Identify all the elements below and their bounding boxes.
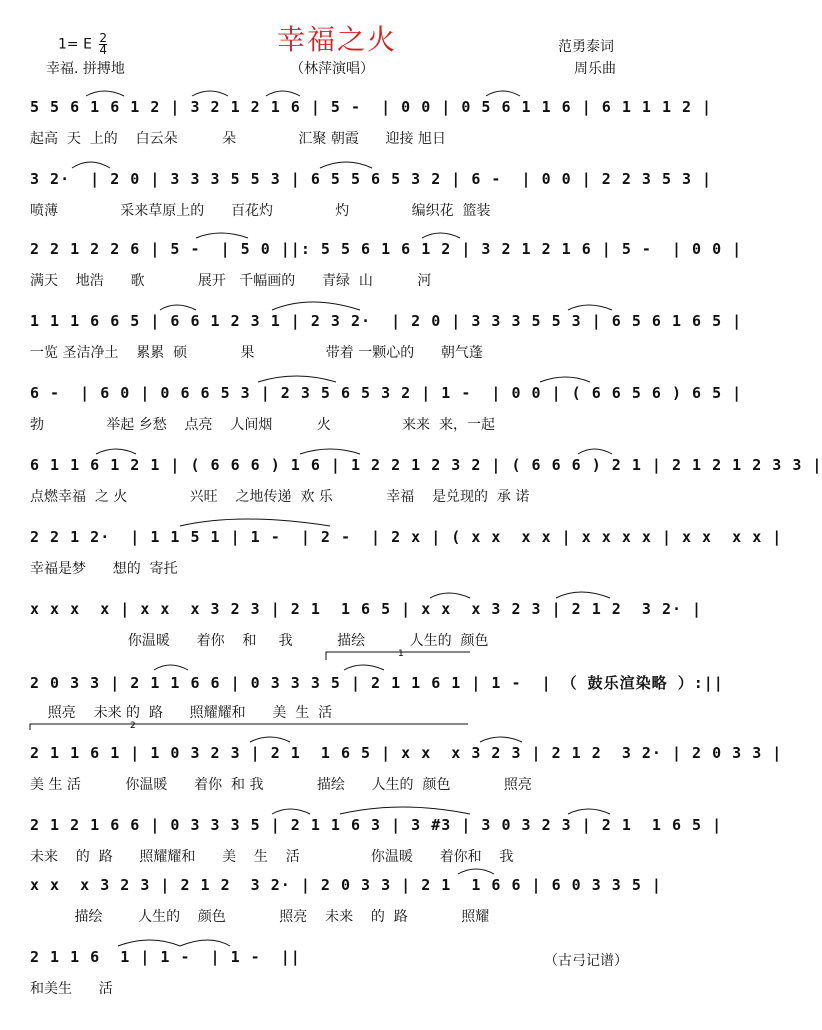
- song-title: 幸福之火: [276, 23, 397, 56]
- score-row-10-lyrics: 美 生 活 你温暖 着你 和 我 描绘 人生的 颜色 照亮: [30, 777, 532, 793]
- score-row-5-lyrics: 勃 举起 乡愁 点亮 人间烟 火 来来 来，一起: [30, 417, 495, 433]
- score-row-13-lyrics: 和美生 活: [30, 981, 113, 997]
- score-row-12-notes: x x x 3 2 3 | 2 1 2 3 2· | 2 0 3 3 | 2 1 1 6 6 | 6 0 3 3 5 |: [30, 876, 662, 894]
- svg-text:2: 2: [130, 721, 136, 731]
- time-sig-top: 2: [99, 31, 108, 45]
- svg-text:1: 1: [398, 649, 404, 659]
- score-row-4-notes: 1 1 1 6 6 5 | 6 6 1 2 3 1 | 2 3 2· | 2 0 | 3 3 3 5 5 3 | 6 5 6 1 6 5 |: [30, 312, 743, 330]
- transcriber-credit: （古弓记谱）: [544, 953, 628, 969]
- score-row-2-lyrics: 喷薄 采来草原上的 百花灼 灼 编织花 篮装: [30, 203, 491, 219]
- score-row-6-notes: 6 1 1 6 1 2 1 | ( 6 6 6 ) 1 6 | 1 2 2 1 2 3 2 | ( 6 6 6 ) 2 1 | 2 1 2 1 2 3 3 |: [30, 456, 822, 474]
- score-row-1-lyrics: 起高 天 上的 白云朵 朵 汇聚 朝霞 迎接 旭日: [30, 131, 447, 147]
- score-row-4-lyrics: 一览 圣洁净土 累累 硕 果 带着 一颗心的 朝气蓬: [30, 345, 483, 361]
- score-row-9-notes: 2 0 3 3 | 2 1 1 6 6 | 0 3 3 3 5 | 2 1 1 6 1 | 1 - | （ 鼓乐渲染略 ）:||: [30, 674, 724, 692]
- album-name: 幸福. 拼搏地: [46, 61, 125, 77]
- score-row-7-lyrics: 幸福是梦 想的 寄托: [30, 561, 178, 577]
- composer: 周乐曲: [574, 61, 616, 77]
- score-row-3-notes: 2 2 1 2 2 6 | 5 - | 5 0 ||: 5 5 6 1 6 1 2 | 3 2 1 2 1 6 | 5 - | 0 0 |: [30, 240, 743, 258]
- score-row-8-notes: x x x x | x x x 3 2 3 | 2 1 1 6 5 | x x x 3 2 3 | 2 1 2 3 2· |: [30, 600, 703, 618]
- score-row-6-lyrics: 点燃幸福 之 火 兴旺 之地传递 欢 乐 幸福 是兑现的 承 诺: [30, 489, 530, 505]
- score-row-2-notes: 3 2· | 2 0 | 3 3 3 5 5 3 | 6 5 5 6 5 3 2 | 6 - | 0 0 | 2 2 3 5 3 |: [30, 170, 713, 188]
- score-row-11-lyrics: 未来 的 路 照耀耀和 美 生 活 你温暖 着你和 我: [30, 849, 514, 865]
- key-label: 1= E: [58, 36, 92, 53]
- score-row-10-notes: 2 1 1 6 1 | 1 0 3 2 3 | 2 1 1 6 5 | x x x 3 2 3 | 2 1 2 3 2· | 2 0 3 3 |: [30, 744, 783, 762]
- score-row-7-notes: 2 2 1 2· | 1 1 5 1 | 1 - | 2 - | 2 x | ( x x x x | x x x x | x x x x |: [30, 528, 783, 546]
- score-row-11-notes: 2 1 2 1 6 6 | 0 3 3 3 5 | 2 1 1 6 3 | 3 #3 | 3 0 3 2 3 | 2 1 1 6 5 |: [30, 816, 723, 834]
- score-row-13-notes: 2 1 1 6 1 | 1 - | 1 - ||: [30, 948, 301, 966]
- time-sig-bottom: 4: [99, 43, 108, 57]
- score-row-5-notes: 6 - | 6 0 | 0 6 6 5 3 | 2 3 5 6 5 3 2 | 1 - | 0 0 | ( 6 6 5 6 ) 6 5 |: [30, 384, 743, 402]
- lyricist: 范勇泰词: [558, 39, 614, 55]
- singer-note: （林萍演唱）: [290, 61, 374, 77]
- score-row-9-lyrics: 照亮 未来 的 路 照耀耀和 美 生 活: [30, 705, 333, 721]
- score-row-8-lyrics: 你温暖 着你 和 我 描绘 人生的 颜色: [30, 633, 489, 649]
- score-row-12-lyrics: 描绘 人生的 颜色 照亮 未来 的 路 照耀: [30, 909, 490, 925]
- score-row-1-notes: 5 5 6 1 6 1 2 | 3 2 1 2 1 6 | 5 - | 0 0 | 0 5 6 1 1 6 | 6 1 1 1 2 |: [30, 98, 713, 116]
- score-row-3-lyrics: 满天 地浩 歌 展开 千幅画的 青绿 山 河: [30, 273, 432, 289]
